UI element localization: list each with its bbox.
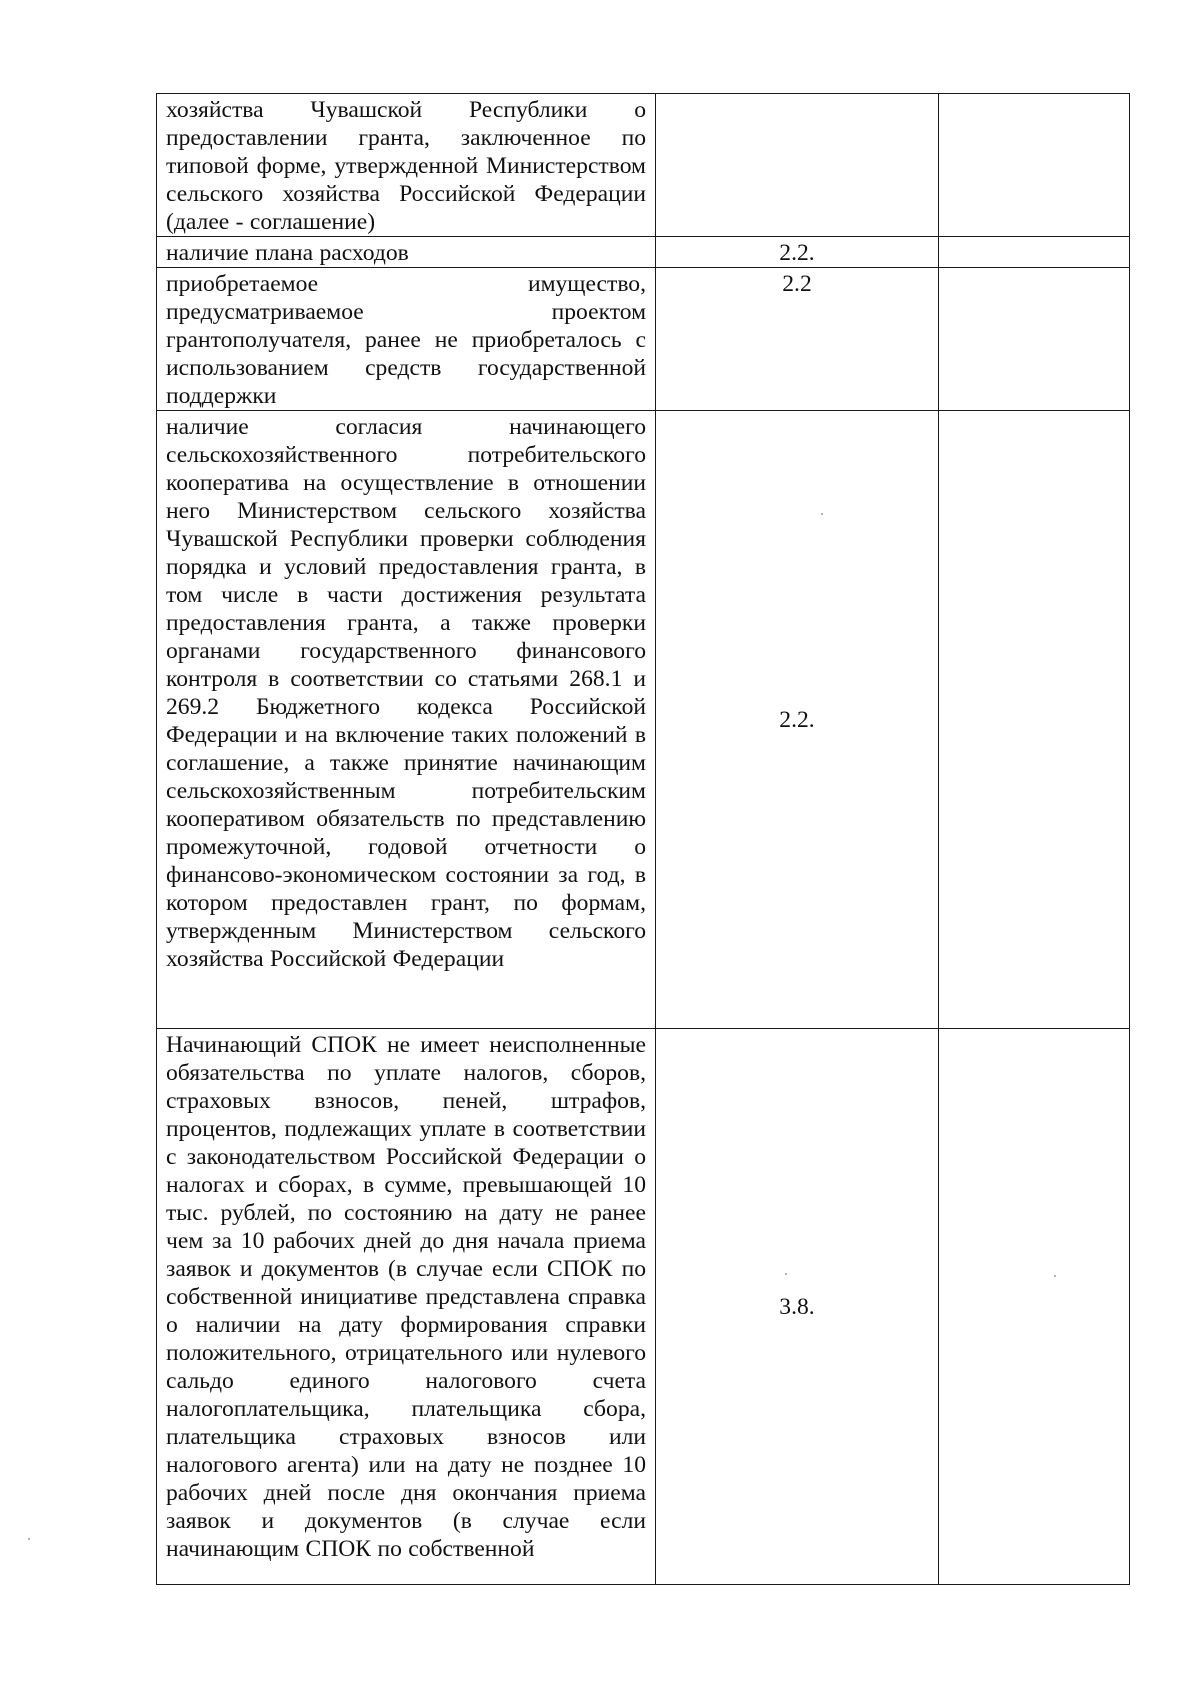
requirement-cell: [157, 1029, 656, 1585]
scan-speck: [1054, 1275, 1056, 1277]
note-cell: [939, 237, 1130, 268]
requirement-text: хозяйства Чувашской Республики о предоставлении гранта, заключенное по типовой форме, утвержденной Министерством сельского хозяйства Российской Федерации (далее - соглашение): [166, 97, 646, 235]
scan-speck: [28, 1538, 30, 1540]
clause-text: 2.2.: [779, 706, 815, 733]
clause-text: 2.2: [782, 271, 812, 297]
requirement-text: Начинающий СПОК не имеет неисполненные обязательства по уплате налогов, сборов, страховых взносов, пеней, штрафов, процентов, подлежащих уплате в соответствии с законодательством Российской Федерации о налогах и сборах, в сумме, превышающей 10 тыс. рублей, по состоянию на дату не ранее чем за 10 рабочих дней до дня начала приема заявок и документов (в случае если СПОК по собственной инициативе представлена справка о наличии на дату формирования справки положительного, отрицательного или нулевого сальдо единого налогового счета налогоплательщика, плательщика сбора, плательщика страховых взносов или налогового агента) или на дату не позднее 10 рабочих дней после дня окончания приема заявок и документов (в случае если начинающим СПОК по собственной: [166, 1032, 646, 1562]
table-row: [157, 1029, 1130, 1585]
note-cell: [939, 411, 1130, 1029]
table-row: [157, 237, 1130, 268]
clause-cell: [656, 94, 939, 237]
requirement-text: наличие согласия начинающего сельскохозяйственного потребительского кооператива на осуществление в отношении него Министерством сельского хозяйства Чувашской Республики проверки соблюдения порядка и условий предоставления гранта, в том числе в части достижения результата предоставления гранта, а также проверки органами государственного финансового контроля в соответствии со статьями 268.1 и 269.2 Бюджетного кодекса Российской Федерации и на включение таких положений в соглашение, а также принятие начинающим сельскохозяйственным потребительским кооперативом обязательств по представлению промежуточной, годовой отчетности о финансово-экономическом состоянии за год, в котором предоставлен грант, по формам, утвержденным Министерством сельского хозяйства Российской Федерации: [166, 414, 646, 972]
clause-cell: [656, 237, 939, 268]
note-cell: [939, 94, 1130, 237]
requirement-text: наличие плана расходов: [166, 240, 409, 266]
table-row: [157, 411, 1130, 1029]
requirement-cell: [157, 268, 656, 411]
requirements-table: [156, 93, 1130, 1585]
note-cell: [939, 1029, 1130, 1585]
requirement-cell: [157, 237, 656, 268]
clause-cell: [656, 268, 939, 411]
scan-speck: [821, 513, 823, 515]
requirement-cell: [157, 94, 656, 237]
table-row: [157, 94, 1130, 237]
clause-cell: [656, 411, 939, 1029]
table-row: [157, 268, 1130, 411]
scan-speck: [785, 1273, 787, 1275]
requirement-text: приобретаемое имущество, предусматриваемое проектом грантополучателя, ранее не приобреталось с использованием средств государственной поддержки: [166, 271, 646, 409]
clause-text: 3.8.: [779, 1293, 815, 1320]
clause-text: 2.2.: [779, 240, 815, 266]
requirement-cell: [157, 411, 656, 1029]
note-cell: [939, 268, 1130, 411]
clause-cell: [656, 1029, 939, 1585]
